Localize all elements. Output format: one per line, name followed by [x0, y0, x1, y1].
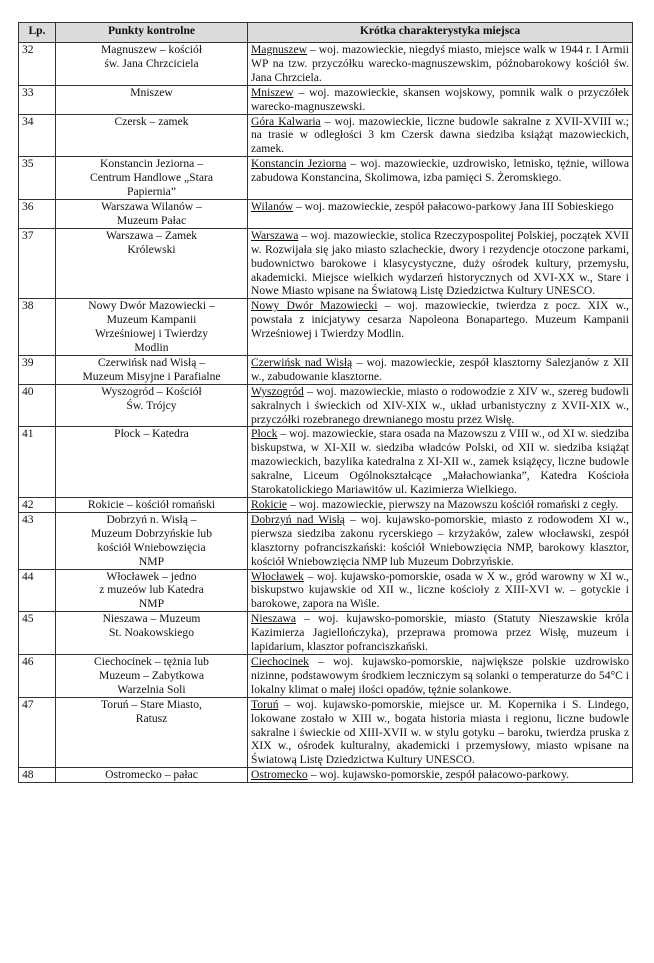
place-name: Konstancin Jeziorna: [251, 157, 347, 171]
place-description: [248, 43, 633, 86]
checkpoint-name: [56, 569, 248, 612]
table-body: [19, 43, 633, 783]
table-header: [19, 23, 633, 43]
table-row: [19, 114, 633, 157]
checkpoint-text: Rokicie – kościół romański: [87, 498, 216, 511]
table-row: [19, 768, 633, 783]
checkpoint-text: Czerwińsk nad Wisłą – Muzeum Misyjne i Parafialne: [82, 355, 221, 383]
row-number: 40: [19, 384, 56, 427]
description-text: – woj. mazowieckie, stara osada na Mazowszu z VIII w., od XI w. siedziba biskupstwa, w XI-XII w. siedziba władców Polski, od XII w. siedziba książąt mazowieckich, bazylika katedralna z XI-XII w., zamek książęcy, liczne budowle sakralne, Liceum Ogólnokształcące „Małachowianka”, Katedra Kościoła Starokatolickiego Mariawitów ul. Kazimierza Wielkiego.: [251, 427, 629, 497]
checkpoint-name: [56, 157, 248, 200]
description-text: – woj. kujawsko-pomorskie, miasto (Statuty Nieszawskie króla Kazimierza Jagiellończyka), przeprawa promowa przez Wisłę, muzeum i lapidarium, klasztor pofranciszkański.: [251, 612, 629, 654]
place-description: [248, 299, 633, 356]
row-number: 44: [19, 569, 56, 612]
row-number: 48: [19, 768, 56, 783]
description-text: – woj. mazowieckie, liczne budowle sakralne z XVII-XVIII w.; na trasie w odległości 3 km Czersk dawna siedziba książąt mazowieckich, zamek.: [251, 114, 630, 156]
table-row: [19, 498, 633, 513]
table-row: [19, 299, 633, 356]
description-text: – woj. mazowieckie, miasto o rodowodzie z XIV w., szereg budowli sakralnych i świeckich od XIV-XIX w., układ urbanistyczny z XVII-XIX w., przyczółki rozebranego drewnianego mostu przez Wisłę.: [251, 384, 629, 426]
checkpoint-text: Konstancin Jeziorna – Centrum Handlowe „Stara Papiernia”: [90, 157, 213, 199]
place-description: [248, 427, 633, 498]
description-text: – woj. kujawsko-pomorskie, osada w X w., gród warowny w XI w., biskupstwo kujawskie od XII w., liczne kościoły z XIII-XVI w. – gotyckie i barokowe, zapora na Wiśle.: [251, 569, 629, 611]
description-text: – woj. mazowieckie, twierdza z pocz. XIX w., powstała z inicjatywy cesarza Napoleona Bonapartego. Muzeum Kampanii Wrześniowej i Twierdzy Modlin.: [251, 299, 629, 341]
place-name: Rokicie: [251, 498, 288, 511]
table-row: [19, 199, 633, 228]
row-number: 45: [19, 612, 56, 655]
place-description: [248, 512, 633, 569]
checkpoint-name: [56, 697, 248, 768]
row-number: 35: [19, 157, 56, 200]
place-name: Nowy Dwór Mazowiecki: [251, 299, 378, 313]
checkpoint-name: [56, 114, 248, 157]
place-name: Magnuszew: [251, 43, 308, 56]
place-description: [248, 157, 633, 200]
table-row: [19, 157, 633, 200]
checkpoint-text: Płock – Katedra: [114, 427, 189, 441]
row-number: 34: [19, 114, 56, 157]
row-number: 46: [19, 654, 56, 697]
header-lp: Lp.: [19, 23, 56, 43]
place-description: [248, 697, 633, 768]
checkpoint-text: Warszawa – Zamek Królewski: [105, 228, 198, 256]
row-number: 32: [19, 43, 56, 86]
checkpoint-text: Warszawa Wilanów – Muzeum Pałac: [101, 199, 202, 227]
place-description: [248, 85, 633, 114]
checkpoint-text: Toruń – Stare Miasto, Ratusz: [101, 697, 202, 725]
row-number: 39: [19, 355, 56, 384]
checkpoint-text: Ciechocinek – tężnia lub Muzeum – Zabytkowa Warzelnia Soli: [94, 654, 209, 696]
table-row: [19, 384, 633, 427]
place-description: [248, 228, 633, 299]
checkpoint-text: Czersk – zamek: [114, 114, 189, 128]
description-text: – woj. mazowieckie, niegdyś miasto, miejsce walk w 1944 r. I Armii WP na tzw. przyczółku warecko-magnuszewskim, późnobarokowy kościół św. Jana Chrzciela.: [251, 43, 629, 84]
place-name: Góra Kalwaria: [251, 114, 321, 128]
description-text: – woj. mazowieckie, zespół pałacowo-parkowy Jana III Sobieskiego: [293, 199, 614, 213]
checkpoint-name: [56, 299, 248, 356]
checkpoint-name: [56, 43, 248, 86]
header-description: Krótka charakterystyka miejsca: [248, 23, 633, 43]
checkpoint-text: Magnuszew – kościół św. Jana Chrzciciela: [100, 43, 203, 70]
place-description: [248, 612, 633, 655]
checkpoint-name: [56, 355, 248, 384]
checkpoint-text: Dobrzyń n. Wisłą – Muzeum Dobrzyńskie lub kościół Wniebowzięcia NMP: [90, 512, 213, 568]
place-description: [248, 498, 633, 513]
description-text: – woj. kujawsko-pomorskie, miejsce ur. M. Kopernika i S. Lindego, lokowane zostało w XIII w., bogata historia miasta i regionu, liczne budowle sakralne i świeckie od XIII-XVII w. w stylu gotyku – baroku, twierdza pruska z XIX w., ośrodek kulturalny, akademicki i przemysłowy, miasto wpisane na Światową Listę Dziedzictwa Kultury UNESCO.: [251, 697, 629, 767]
table-row: [19, 697, 633, 768]
checkpoint-text: Nieszawa – Muzeum St. Noakowskiego: [102, 612, 201, 640]
table-row: [19, 512, 633, 569]
place-name: Ostromecko: [251, 768, 308, 782]
description-text: – woj. mazowieckie, skansen wojskowy, pomnik walk o przyczółek warecko-magnuszewski.: [251, 85, 629, 113]
place-name: Warszawa: [251, 228, 299, 242]
place-description: [248, 384, 633, 427]
row-number: 38: [19, 299, 56, 356]
description-text: – woj. mazowieckie, stolica Rzeczypospolitej Polskiej, początek XVII w. Rozwijała się jako miasto szlacheckie, dwory i rezydencje otoczone parkami, budownictwo barokowe i klasycystyczne, duży ośrodek kultury, przemysłu, akademicki. Miejsce wielkich wydarzeń historycznych od XVI-XX w., Stare i Nowe Miasto wpisane na Światową Listę Dziedzictwa Kultury UNESCO.: [251, 228, 629, 298]
row-number: 43: [19, 512, 56, 569]
table-row: [19, 43, 633, 86]
checkpoint-name: [56, 498, 248, 513]
checkpoint-name: [56, 85, 248, 114]
row-number: 36: [19, 199, 56, 228]
checkpoint-text: Włocławek – jedno z muzeów lub Katedra NMP: [99, 569, 204, 611]
place-description: [248, 114, 633, 157]
table-row: [19, 427, 633, 498]
place-description: [248, 569, 633, 612]
row-number: 41: [19, 427, 56, 498]
place-name: Toruń: [251, 697, 279, 711]
description-text: – woj. mazowieckie, zespół klasztorny Salezjanów z XII w., zabudowanie klasztorne.: [251, 355, 630, 383]
checkpoint-name: [56, 228, 248, 299]
header-checkpoints: Punkty kontrolne: [56, 23, 248, 43]
place-name: Mniszew: [251, 85, 294, 99]
place-description: [248, 199, 633, 228]
place-description: [248, 355, 633, 384]
checkpoint-name: [56, 768, 248, 783]
table-row: [19, 85, 633, 114]
row-number: 37: [19, 228, 56, 299]
row-number: 47: [19, 697, 56, 768]
place-description: [248, 768, 633, 783]
place-name: Ciechocinek: [251, 654, 309, 668]
checkpoint-text: Nowy Dwór Mazowiecki – Muzeum Kampanii Wrześniowej i Twierdzy Modlin: [88, 299, 215, 355]
description-text: – woj. kujawsko-pomorskie, największe polskie uzdrowisko nizinne, podstawowym środkiem leczniczym są solanki o temperaturze do 54°C i lokalny klimat o małej ilości opadów, tężnie solankowe.: [251, 654, 629, 696]
checkpoint-text: Ostromecko – pałac: [105, 768, 198, 782]
checkpoint-name: [56, 384, 248, 427]
description-text: – woj. kujawsko-pomorskie, zespół pałacowo-parkowy.: [307, 768, 570, 782]
checkpoint-name: [56, 654, 248, 697]
description-text: – woj. mazowieckie, pierwszy na Mazowszu kościół romański z cegły.: [287, 498, 619, 511]
place-name: Wyszogród: [251, 384, 304, 398]
table-row: [19, 569, 633, 612]
row-number: 33: [19, 85, 56, 114]
place-name: Czerwińsk nad Wisłą: [251, 355, 353, 369]
table-row: [19, 654, 633, 697]
checkpoint-name: [56, 512, 248, 569]
checkpoints-table: [18, 22, 633, 783]
place-description: [248, 654, 633, 697]
place-name: Wilanów: [251, 199, 294, 213]
description-text: – woj. kujawsko-pomorskie, miasto z rodowodem XI w., pierwsza siedziba zakonu rycerskiego – krzyżaków, zalew włocławski, zespół klasztorny pofranciszkański: kościół Wniebowzięcia NMP, barokowy klasztor, kościół Wniebowzięcia NMP lub Muzeum Dobrzyńskie.: [251, 512, 629, 568]
table-row: [19, 228, 633, 299]
table-row: [19, 612, 633, 655]
place-name: Dobrzyń nad Wisłą: [251, 512, 345, 526]
description-text: – woj. mazowieckie, uzdrowisko, letnisko, tężnie, willowa zabudowa Konstancina, Skolimowa, izba pamięci S. Żeromskiego.: [251, 157, 629, 185]
checkpoint-name: [56, 199, 248, 228]
checkpoint-name: [56, 427, 248, 498]
checkpoint-name: [56, 612, 248, 655]
place-name: Płock: [251, 427, 278, 441]
place-name: Włocławek: [251, 569, 304, 583]
checkpoint-text: Mniszew: [130, 85, 173, 99]
place-name: Nieszawa: [251, 612, 297, 626]
checkpoint-text: Wyszogród – Kościół Św. Trójcy: [101, 384, 202, 412]
row-number: 42: [19, 498, 56, 513]
table-row: [19, 355, 633, 384]
